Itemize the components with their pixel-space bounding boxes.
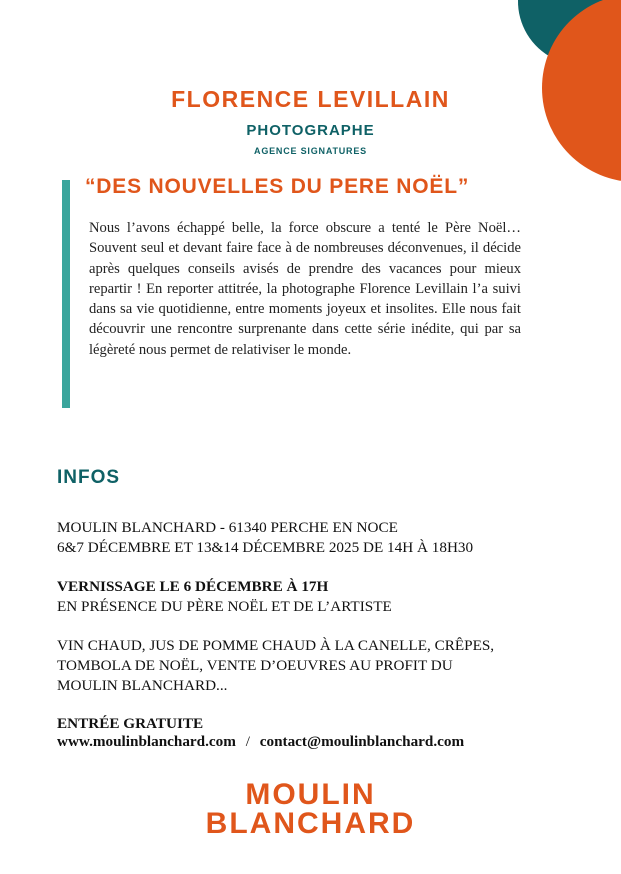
info-free-entry: ENTRÉE GRATUITE [57, 715, 204, 732]
info-presence: EN PRÉSENCE DU PÈRE NOËL ET DE L’ARTISTE [57, 598, 392, 615]
info-activities-line1: VIN CHAUD, JUS DE POMME CHAUD À LA CANELLE, CRÊPES, [57, 637, 495, 654]
logo-blanchard: BLANCHARD [205, 807, 416, 840]
exhibition-description: Nous l’avons échappé belle, la force obscure a tenté le Père Noël… Souvent seul et devant faire face à de nombreuses déconvenues, il décide après quelques conseils avisés de prendre des vacances pour mieux repartir ! En reporter attitrée, la photographe Florence Levillain l’a suivi dans sa vie quotidienne, entre moments joyeux et insolites. Elle nous fait découvrir une rencontre surprenante dans cette série inédite, qui par sa légèreté nous permet de relativiser le monde. [89, 220, 521, 358]
info-activities-line2: TOMBOLA DE NOËL, VENTE D’OEUVRES AU PROFIT DU [57, 657, 453, 674]
contact-separator: / [245, 733, 250, 750]
info-address: MOULIN BLANCHARD - 61340 PERCHE EN NOCE [57, 519, 398, 536]
email-link[interactable]: contact@moulinblanchard.com [259, 733, 465, 750]
info-activities-line3: MOULIN BLANCHARD... [57, 677, 228, 694]
infos-heading: INFOS [57, 467, 121, 488]
exhibition-title: “DES NOUVELLES DU PERE NOËL” [85, 175, 470, 198]
contact-line [57, 733, 464, 751]
info-vernissage: VERNISSAGE LE 6 DÉCEMBRE À 17H [57, 578, 329, 595]
agency-name: AGENCE SIGNATURES [254, 146, 367, 156]
website-link[interactable]: www.moulinblanchard.com [57, 733, 236, 750]
info-dates: 6&7 DÉCEMBRE ET 13&14 DÉCEMBRE 2025 DE 14H À 18H30 [57, 539, 474, 556]
logo-moulin: MOULIN [245, 778, 376, 811]
photographer-role: PHOTOGRAPHE [246, 122, 375, 139]
photographer-name: FLORENCE LEVILLAIN [171, 86, 450, 112]
quote-accent-bar [62, 180, 70, 408]
